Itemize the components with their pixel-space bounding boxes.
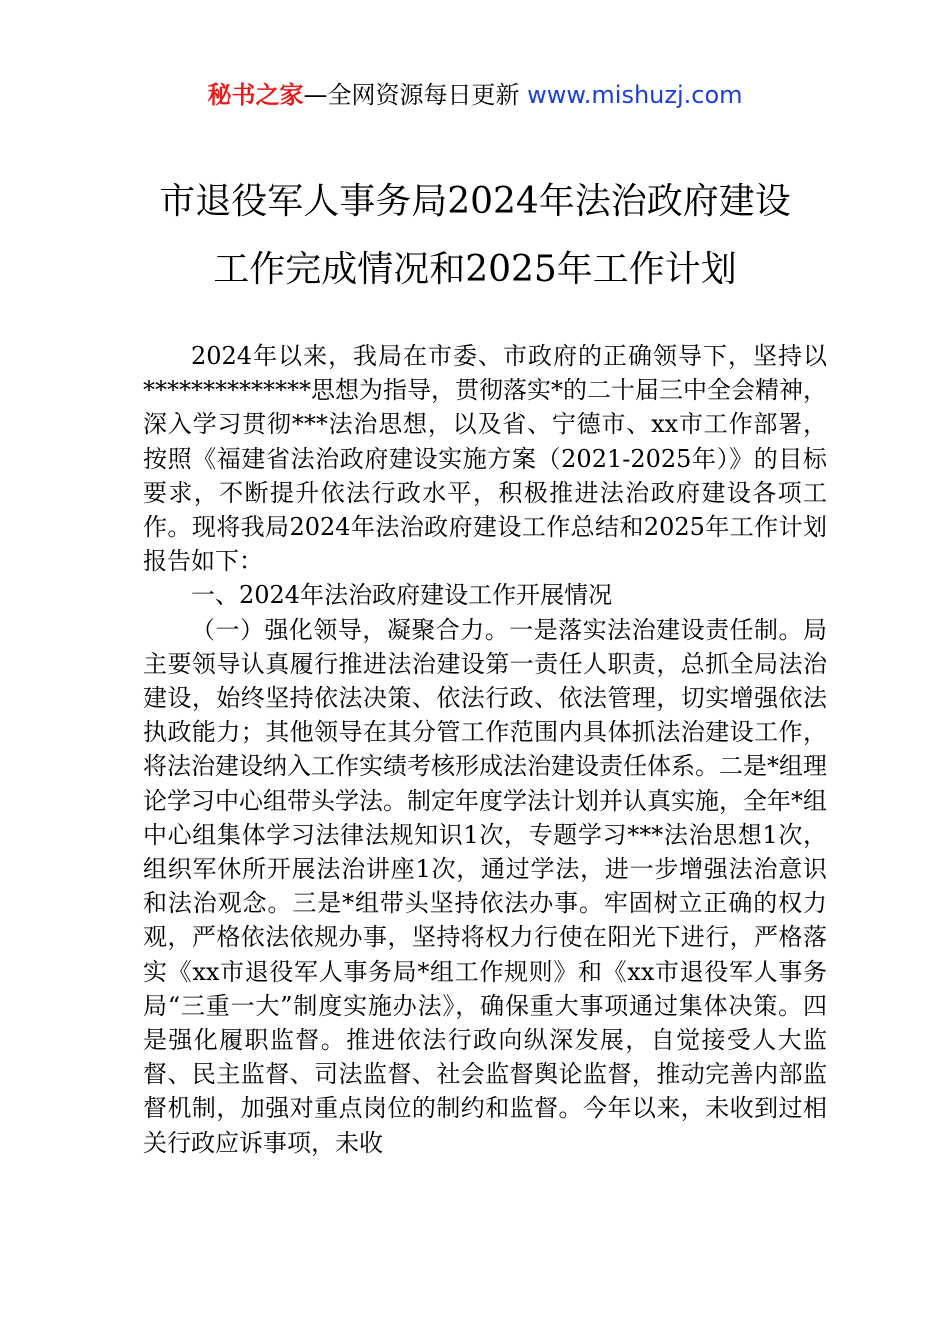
document-body: [143, 339, 827, 1160]
site-header: [0, 78, 950, 112]
document-title-line-2: 工作完成情况和2025年工作计划: [213, 249, 737, 290]
document-title-line-1: 市退役军人事务局2024年法治政府建设: [159, 181, 791, 222]
section-heading: 一、2024年法治政府建设工作开展情况: [191, 581, 613, 610]
site-slogan: —全网资源每日更新: [303, 81, 528, 109]
site-brand: 秘书之家: [207, 81, 304, 109]
site-url-link[interactable]: www.mishuzj.com: [527, 81, 743, 109]
intro-paragraph: 2024年以来，我局在市委、市政府的正确领导下，坚持以**************思想为指导，贯彻落实*的二十届三中全会精神，深入学习贯彻***法治思想，以及省、宁德市、xx市工作部署，按照《福建省法治政府建设实施方案（2021-2025年）》的目标要求，不断提升依法行政水平，积极推进法治政府建设各项工作。现将我局2024年法治政府建设工作总结和2025年工作计划报告如下：: [143, 342, 827, 576]
body-paragraph: （一）强化领导，凝聚合力。一是落实法治建设责任制。局主要领导认真履行推进法治建设第一责任人职责，总抓全局法治建设，始终坚持依法决策、依法行政、依法管理，切实增强依法执政能力；其他领导在其分管工作范围内具体抓法治建设工作，将法治建设纳入工作实绩考核形成法治建设责任体系。二是*组理论学习中心组带头学法。制定年度学法计划并认真实施，全年*组中心组集体学习法律法规知识1次，专题学习***法治思想1次，组织军休所开展法治讲座1次，通过学法，进一步增强法治意识和法治观念。三是*组带头坚持依法办事。牢固树立正确的权力观，严格依法依规办事，坚持将权力行使在阳光下进行，严格落实《xx市退役军人事务局*组工作规则》和《xx市退役军人事务局“三重一大”制度实施办法》，确保重大事项通过集体决策。四是强化履职监督。推进依法行政向纵深发展，自觉接受人大监督、民主监督、司法监督、社会监督舆论监督，推动完善内部监督机制，加强对重点岗位的制约和监督。今年以来，未收到过相关行政应诉事项，未收: [143, 615, 827, 1157]
